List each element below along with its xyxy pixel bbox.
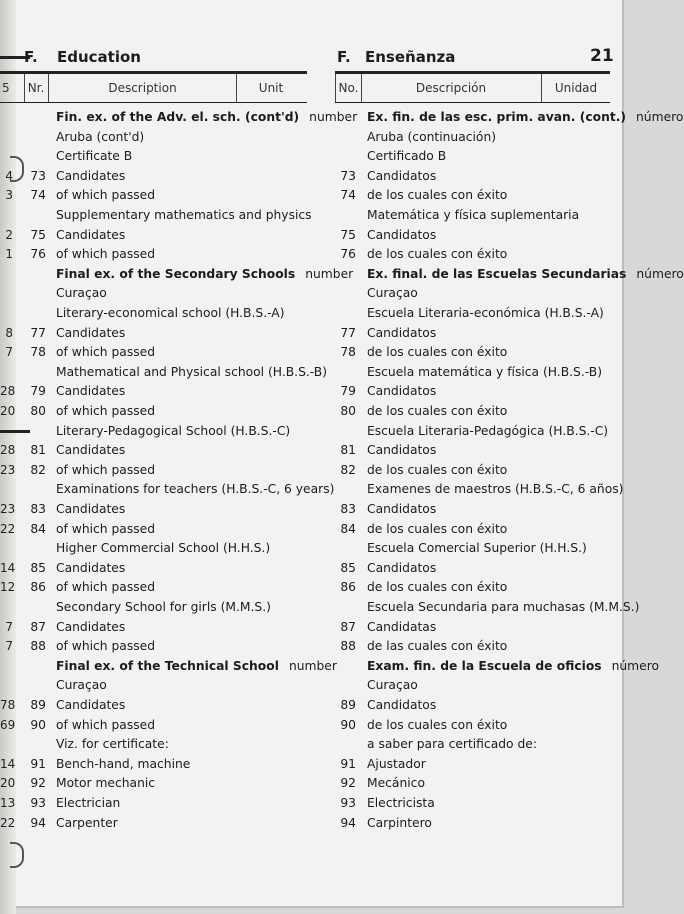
row-description [367,362,602,382]
row-description-text: Final ex. of the Secondary Schools [56,266,296,281]
row-description-text: Higher Commercial School (H.H.S.) [56,541,271,556]
row-description-text: de los cuales con éxito [367,580,508,595]
row-number: 86 [30,580,46,595]
margin-number [0,283,13,303]
row-description [367,166,436,186]
row-number: 76 [30,247,46,262]
row-description-text: Candidatos [367,168,437,183]
row-description [367,107,683,127]
row-unit: número [636,110,684,124]
row-description-text: Escuela Comercial Superior (H.H.S.) [367,541,587,556]
row-description [367,793,435,813]
row-description-text: Candidates [56,227,126,242]
row-description-text: Fin. ex. of the Adv. el. sch. (cont'd) [56,110,300,124]
row-description-text: Bench-hand, machine [56,756,191,771]
margin-number: 22 [0,815,16,830]
row-description [367,401,507,421]
row-description [367,283,418,303]
row-description [367,577,507,597]
row-number: 89 [30,698,46,712]
row-description [367,381,436,401]
row-description [367,715,507,735]
row-description-text: Candidates [56,698,126,712]
row-unit: número [636,266,684,281]
row-number: 93 [30,796,46,810]
left-table-header [0,71,307,103]
row-number: 92 [30,776,46,791]
row-unit: número [611,658,660,673]
row-description [367,225,436,245]
table-row [0,440,620,460]
table-row [0,617,620,637]
row-number: 88 [340,639,356,654]
row-number: 73 [30,168,46,183]
row-description-text: Escuela Secundaria para muchasas (M.M.S.) [367,600,640,614]
left-unit-header: Unit [258,81,284,95]
row-number: 78 [340,345,356,360]
row-number: 74 [340,188,356,203]
row-description [367,205,579,225]
margin-number [0,421,13,441]
margin-number: 12 [0,580,16,595]
table-row [0,577,620,597]
row-description [367,519,507,539]
row-description-text: Candidates [56,443,126,458]
row-description-text: Curaçao [56,286,107,301]
row-number: 75 [340,227,356,242]
row-description [367,185,507,205]
row-description-text: of which passed [56,345,156,360]
row-description-text: de los cuales con éxito [367,462,508,477]
table-row [0,421,620,441]
margin-number: 28 [0,384,16,399]
margin-number: 13 [0,796,16,810]
table-row [0,813,620,833]
row-description-text: Escuela Literaria-Pedagógica (H.B.S.-C) [367,423,609,438]
margin-number [0,656,13,676]
table-row [0,479,624,499]
margin-number: 20 [0,404,16,418]
row-description-text: Carpintero [367,815,432,830]
table-row [0,323,620,343]
row-description [367,342,507,362]
table-row [0,127,620,147]
margin-number [0,479,13,499]
table-row [0,185,620,205]
table-row [0,264,684,284]
row-description-text: Candidates [56,502,126,516]
margin-number [0,734,13,754]
left-nr-header: Nr. [24,74,49,102]
row-number: 82 [340,462,356,477]
table-row [0,715,620,735]
row-number: 89 [340,698,356,712]
row-description-text: de los cuales con éxito [367,717,508,732]
row-number: 93 [340,796,356,810]
table-row [0,558,620,578]
row-description [367,303,604,323]
row-description-text: Motor mechanic [56,776,156,791]
right-description-header: Descripción [361,74,542,102]
table-row [0,401,620,421]
row-description-text: of which passed [56,521,156,536]
margin-number: 23 [0,502,16,516]
right-section-title: Enseñanza [365,48,456,66]
row-number: 87 [340,619,356,634]
row-description-text: Literary-Pedagogical School (H.B.S.-C) [56,423,291,438]
row-description [367,675,418,695]
left-description-header: Description [49,74,237,102]
row-description-text: Aruba (cont'd) [56,129,145,144]
margin-number: 20 [0,776,16,791]
row-description-text: Carpenter [56,815,118,830]
row-description [367,421,608,441]
margin-number: 4 [5,168,13,183]
left-section-letter: F. [24,48,38,66]
row-unit: number [309,110,358,124]
row-description-text: Candidatas [367,619,437,634]
row-description-text: de las cuales con éxito [367,639,508,654]
table-row [0,166,620,186]
row-number: 90 [30,717,46,732]
row-description-text: Curaçao [367,678,418,693]
table-row [0,303,620,323]
row-description-text: de los cuales con éxito [367,188,508,203]
margin-number: 22 [0,521,16,536]
row-description [367,636,507,656]
right-nr-header: No. [335,74,362,102]
row-number: 94 [340,815,356,830]
row-number: 77 [30,325,46,340]
row-description [367,558,436,578]
row-number: 77 [340,325,356,340]
margin-number: 1 [5,247,13,262]
row-number: 84 [340,521,356,536]
row-unit: number [305,266,354,281]
table-row [0,362,620,382]
row-description [367,734,537,754]
table-row [0,695,620,715]
row-description-text: of which passed [56,247,156,262]
row-description-text: a saber para certificado de: [367,737,537,752]
margin-number: 28 [0,443,16,458]
margin-number [0,264,13,284]
row-description [367,617,436,637]
table-row [0,107,684,127]
row-description-text: Candidatos [367,560,437,575]
row-description [367,656,659,676]
row-number: 81 [30,443,46,458]
row-description-text: Viz. for certificate: [56,737,169,752]
row-description-text: Candidates [56,325,126,340]
row-description [367,127,496,147]
row-description-text: Matemática y física suplementaria [367,208,580,222]
row-description-text: Secondary School for girls (M.M.S.) [56,600,271,614]
row-number: 87 [30,619,46,634]
row-description-text: Supplementary mathematics and physics [56,208,312,222]
row-description-text: de los cuales con éxito [367,521,508,536]
row-description-text: Exam. fin. de la Escuela de oficios [367,658,602,673]
row-description-text: of which passed [56,580,156,595]
row-description-text: Ex. final. de las Escuelas Secundarias [367,266,627,281]
table-row [0,519,620,539]
row-number: 81 [340,443,356,458]
row-number: 85 [30,560,46,575]
table-row [0,381,620,401]
binding-ring [10,842,24,868]
row-description-text: Candidatos [367,325,437,340]
right-unit-header: Unidad [554,81,598,95]
row-number: 83 [30,502,46,516]
row-description-text: Ex. fin. de las esc. prim. avan. (cont.) [367,110,626,124]
row-description [367,754,426,774]
page-number: 21 [590,46,614,66]
row-description-text: Candidatos [367,698,437,712]
margin-number [0,107,13,127]
margin-number [0,597,13,617]
table-row [0,205,620,225]
row-number: 85 [340,560,356,575]
table-row [0,244,620,264]
row-description-text: of which passed [56,462,156,477]
row-description-text: Ajustador [367,756,426,771]
margin-number [0,127,13,147]
row-description [367,773,425,793]
table-row [0,675,620,695]
row-number: 90 [340,717,356,732]
row-number: 82 [30,462,46,477]
row-description-text: Literary-economical school (H.B.S.-A) [56,306,285,320]
margin-number: 78 [0,698,16,712]
table-row [0,597,640,617]
row-description [367,695,436,715]
row-description-text: Electrician [56,796,121,810]
row-description [367,244,507,264]
margin-number [0,362,13,382]
row-number: 88 [30,639,46,654]
margin-number: 14 [0,560,16,575]
row-description-text: Examinations for teachers (H.B.S.-C, 6 years) [56,482,335,497]
row-description-text: of which passed [56,717,156,732]
row-description [367,440,436,460]
row-description-text: Candidates [56,619,126,634]
table-row [0,499,620,519]
row-number: 94 [30,815,46,830]
row-description-text: of which passed [56,639,156,654]
row-description-text: Certificado B [367,149,447,164]
margin-number: 7 [5,619,13,634]
row-description-text: Candidates [56,560,126,575]
row-description-text: de los cuales con éxito [367,345,508,360]
table-row [0,283,620,303]
row-description [367,146,446,166]
table-row [0,773,620,793]
row-description-text: of which passed [56,404,156,418]
left-section-title: Education [57,48,141,66]
row-number: 92 [340,776,356,791]
margin-number [0,303,13,323]
table-row [0,538,620,558]
table-row [0,146,620,166]
margin-number: 2 [5,227,13,242]
row-description-text: Escuela Literaria-económica (H.B.S.-A) [367,306,604,320]
row-description-text: Escuela matemática y física (H.B.S.-B) [367,364,603,379]
row-description-text: Mathematical and Physical school (H.B.S.-B) [56,364,328,379]
row-description-text: Certificate B [56,149,133,164]
row-description-text: Curaçao [367,286,418,301]
table-row [0,460,620,480]
right-table-header [335,71,610,103]
margin-number: 23 [0,462,16,477]
row-number: 73 [340,168,356,183]
row-description [367,264,684,284]
row-number: 91 [340,756,356,771]
row-description-text: Candidatos [367,443,437,458]
row-description-text: Candidates [56,168,126,183]
row-description [367,460,507,480]
row-description-text: Examenes de maestros (H.B.S.-C, 6 años) [367,482,624,497]
table-row [0,342,620,362]
margin-number: 7 [5,639,13,654]
row-number: 80 [30,404,46,418]
margin-number: 3 [5,188,13,203]
margin-number: 8 [5,325,13,340]
table-row [0,656,660,676]
row-description-text: Curaçao [56,678,107,693]
margin-fragment: 5 [0,74,25,102]
table-row [0,793,620,813]
row-description-text: Final ex. of the Technical School [56,658,279,673]
row-description-text: de los cuales con éxito [367,247,508,262]
row-number: 79 [340,384,356,399]
row-description [367,538,587,558]
row-number: 79 [30,384,46,399]
row-number: 75 [30,227,46,242]
row-description-text: Electricista [367,796,435,810]
margin-number [0,205,13,225]
right-section-letter: F. [337,48,351,66]
row-number: 78 [30,345,46,360]
margin-number: 7 [5,345,13,360]
row-number: 74 [30,188,46,203]
margin-number: 14 [0,756,16,771]
row-description-text: de los cuales con éxito [367,404,508,418]
margin-number [0,538,13,558]
table-row [0,636,620,656]
row-description-text: Candidatos [367,384,437,399]
table-row [0,225,620,245]
row-description [367,499,436,519]
row-description [367,597,639,617]
row-description-text: Candidatos [367,227,437,242]
row-description [367,479,623,499]
row-number: 86 [340,580,356,595]
table-row [0,734,620,754]
margin-number: 69 [0,717,16,732]
row-number: 83 [340,502,356,516]
row-number: 80 [340,404,356,418]
row-description-text: Candidates [56,384,126,399]
margin-number [0,675,13,695]
row-description-text: Mecánico [367,776,425,791]
margin-number [0,146,13,166]
row-description [367,323,436,343]
row-unit: number [288,658,337,673]
row-number: 91 [30,756,46,771]
row-description-text: Aruba (continuación) [367,129,497,144]
table-row [0,754,620,774]
row-description [367,813,432,833]
row-number: 76 [340,247,356,262]
row-description-text: of which passed [56,188,156,203]
row-number: 84 [30,521,46,536]
row-description-text: Candidatos [367,502,437,516]
